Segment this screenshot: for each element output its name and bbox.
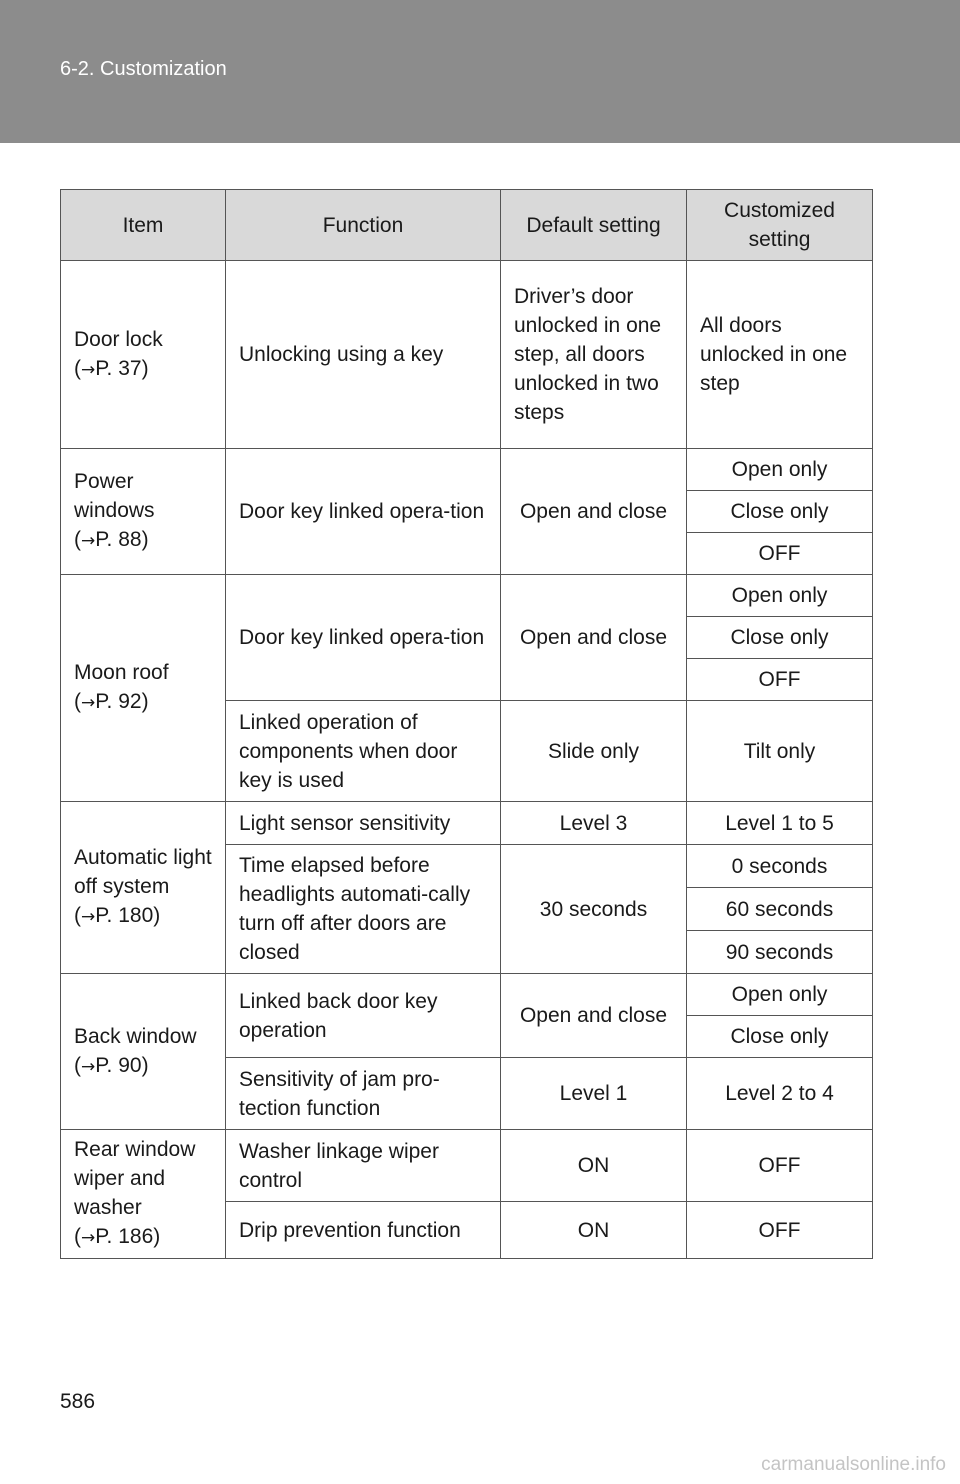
custom-cell: 0 seconds <box>687 845 873 888</box>
function-cell: Door key linked opera-tion <box>226 449 501 575</box>
custom-cell: OFF <box>687 1202 873 1259</box>
item-back-window: Back window (→P. 90) <box>61 974 226 1130</box>
column-header-customized-setting: Customized setting <box>687 190 873 261</box>
function-cell: Drip prevention function <box>226 1202 501 1259</box>
item-name: Back window <box>74 1024 197 1048</box>
column-header-function: Function <box>226 190 501 261</box>
function-cell: Washer linkage wiper control <box>226 1130 501 1202</box>
custom-cell: Open only <box>687 449 873 491</box>
page-number: 586 <box>60 1390 96 1413</box>
arrow-right-icon: → <box>81 693 96 713</box>
table-row <box>61 261 873 449</box>
customization-table <box>60 189 873 1259</box>
default-cell: Slide only <box>501 701 687 802</box>
column-header-default-setting: Default setting <box>501 190 687 261</box>
table-row <box>61 575 873 617</box>
custom-cell: OFF <box>687 659 873 701</box>
default-cell: Open and close <box>501 575 687 701</box>
page-reference: P. 37 <box>95 356 142 380</box>
page-reference: P. 90 <box>95 1053 142 1077</box>
default-cell: 30 seconds <box>501 845 687 974</box>
function-cell: Door key linked opera-tion <box>226 575 501 701</box>
custom-cell: Close only <box>687 1016 873 1058</box>
item-power-windows: Power windows (→P. 88) <box>61 449 226 575</box>
custom-cell: Close only <box>687 491 873 533</box>
custom-cell: OFF <box>687 533 873 575</box>
item-door-lock: Door lock (→P. 37) <box>61 261 226 449</box>
default-cell: ON <box>501 1202 687 1259</box>
function-cell: Linked operation of components when door key is used <box>226 701 501 802</box>
default-cell: Level 3 <box>501 802 687 845</box>
table-header-row <box>61 190 873 261</box>
default-cell: ON <box>501 1130 687 1202</box>
custom-cell: Close only <box>687 617 873 659</box>
item-rear-window-wiper: Rear window wiper and washer (→P. 186) <box>61 1130 226 1259</box>
default-cell: Level 1 <box>501 1058 687 1130</box>
item-name: Power windows <box>74 470 155 522</box>
custom-cell: Open only <box>687 974 873 1016</box>
custom-cell: OFF <box>687 1130 873 1202</box>
default-cell: Driver’s door unlocked in one step, all doors unlocked in two steps <box>501 261 687 449</box>
arrow-right-icon: → <box>81 907 96 927</box>
arrow-right-icon: → <box>81 1228 96 1248</box>
custom-cell: All doors unlocked in one step <box>687 261 873 449</box>
custom-cell: Level 1 to 5 <box>687 802 873 845</box>
page-reference: P. 88 <box>95 528 142 551</box>
page-reference: P. 92 <box>95 690 142 713</box>
arrow-right-icon: → <box>81 359 96 380</box>
function-cell: Linked back door key operation <box>226 974 501 1058</box>
table-row <box>61 974 873 1016</box>
function-cell: Sensitivity of jam pro-tection function <box>226 1058 501 1130</box>
page-reference: P. 180 <box>95 904 154 927</box>
arrow-right-icon: → <box>81 1056 96 1077</box>
item-name: Door lock <box>74 327 163 351</box>
section-header-bar <box>0 0 960 143</box>
column-header-item: Item <box>61 190 226 261</box>
item-automatic-light-off: Automatic light off system (→P. 180) <box>61 802 226 974</box>
item-name: Automatic light off system <box>74 846 212 898</box>
custom-cell: Open only <box>687 575 873 617</box>
custom-cell: Tilt only <box>687 701 873 802</box>
item-name: Rear window wiper and washer <box>74 1138 196 1219</box>
default-cell: Open and close <box>501 449 687 575</box>
item-name: Moon roof <box>74 661 169 684</box>
section-title: 6-2. Customization <box>60 58 227 80</box>
default-cell: Open and close <box>501 974 687 1058</box>
custom-cell: Level 2 to 4 <box>687 1058 873 1130</box>
page-reference: P. 186 <box>95 1225 154 1248</box>
function-cell: Unlocking using a key <box>226 261 501 449</box>
table-row <box>61 802 873 845</box>
item-moon-roof: Moon roof (→P. 92) <box>61 575 226 802</box>
function-cell: Light sensor sensitivity <box>226 802 501 845</box>
function-cell: Time elapsed before headlights automati-cally turn off after doors are closed <box>226 845 501 974</box>
table-row <box>61 1130 873 1202</box>
custom-cell: 90 seconds <box>687 931 873 974</box>
arrow-right-icon: → <box>81 531 96 551</box>
table-row <box>61 449 873 491</box>
watermark: carmanualsonline.info <box>761 1454 946 1475</box>
custom-cell: 60 seconds <box>687 888 873 931</box>
